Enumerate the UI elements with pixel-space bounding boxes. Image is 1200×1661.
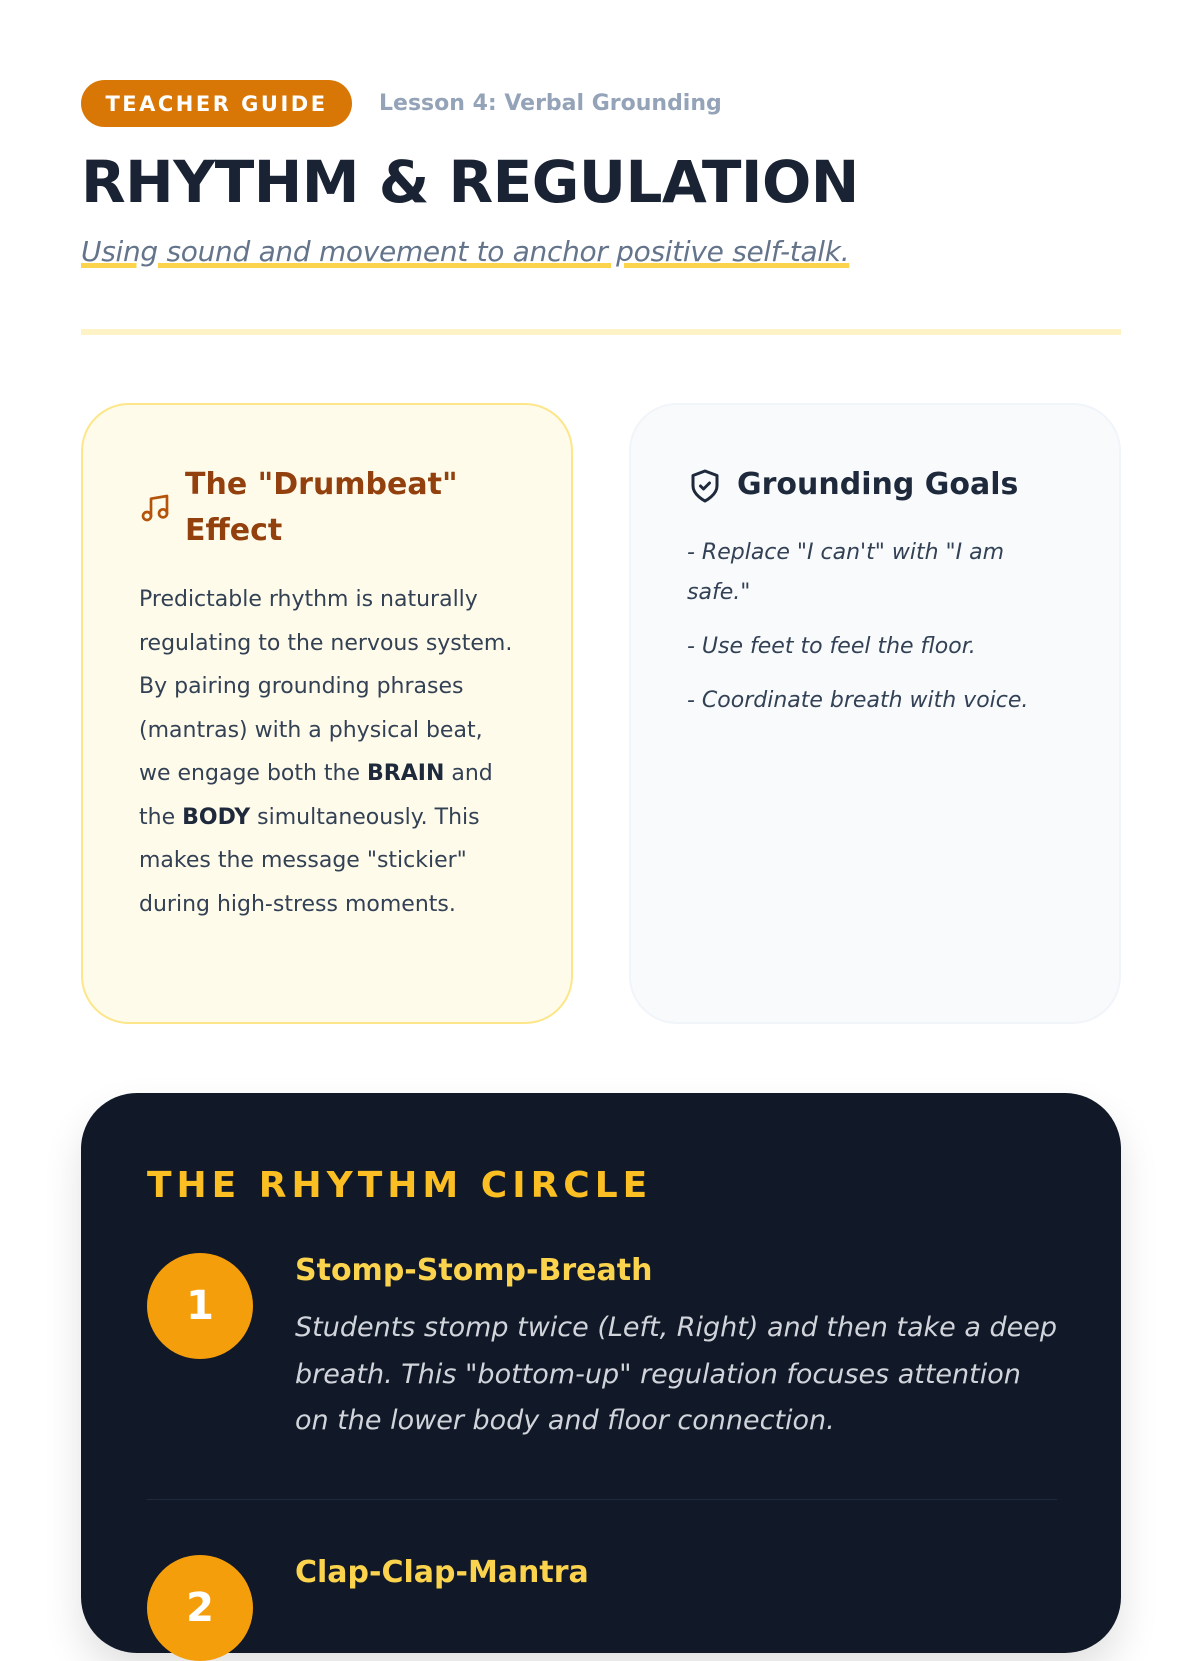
teacher-guide-badge: TEACHER GUIDE	[81, 80, 352, 127]
step-divider	[147, 1499, 1057, 1500]
body-text-and: and the	[139, 761, 493, 830]
goal-item: - Replace "I can't" with "I am safe."	[687, 540, 1005, 605]
body-text-1: Predictable rhythm is naturally regulating to the nervous system. By pairing grounding phrases (mantras) with a physical beat, we engage both the	[139, 587, 513, 786]
step-title: Stomp-Stomp-Breath	[295, 1253, 653, 1288]
drumbeat-effect-card	[81, 403, 573, 1024]
goals-card-header	[687, 462, 1018, 508]
goals-list	[687, 533, 1067, 735]
step-number-badge: 1	[147, 1253, 253, 1359]
body-text-2: simultaneously. This makes the message "stickier" during high-stress moments.	[139, 804, 480, 917]
goal-item: - Use feet to feel the floor.	[687, 634, 976, 659]
goal-item: - Coordinate breath with voice.	[687, 688, 1029, 713]
page-subtitle: Using sound and movement to anchor positive self-talk.	[81, 235, 850, 268]
rhythm-circle-title: THE RHYTHM CIRCLE	[147, 1165, 653, 1206]
body-body: BODY	[182, 804, 251, 830]
drumbeat-card-body	[139, 578, 519, 926]
body-brain: BRAIN	[367, 761, 445, 786]
drumbeat-card-header	[139, 462, 485, 554]
rhythm-circle-panel	[81, 1093, 1121, 1653]
badge-row	[81, 80, 1121, 127]
shield-check-icon	[687, 468, 723, 504]
page-title: RHYTHM & REGULATION	[81, 148, 859, 216]
page-header	[81, 80, 1121, 269]
step-title: Clap-Clap-Mantra	[295, 1555, 589, 1590]
drumbeat-card-title: The "Drumbeat" Effect	[185, 467, 458, 548]
goals-card-title: Grounding Goals	[737, 467, 1019, 502]
step-number-badge: 2	[147, 1555, 253, 1661]
header-divider	[81, 329, 1121, 335]
step-description: Students stomp twice (Left, Right) and then take a deep breath. This "bottom-up" regulation focuses attention on the lower body and floor connection.	[295, 1312, 1057, 1436]
grounding-goals-card	[629, 403, 1121, 1024]
lesson-label: Lesson 4: Verbal Grounding	[379, 91, 722, 116]
music-note-icon	[139, 492, 171, 524]
